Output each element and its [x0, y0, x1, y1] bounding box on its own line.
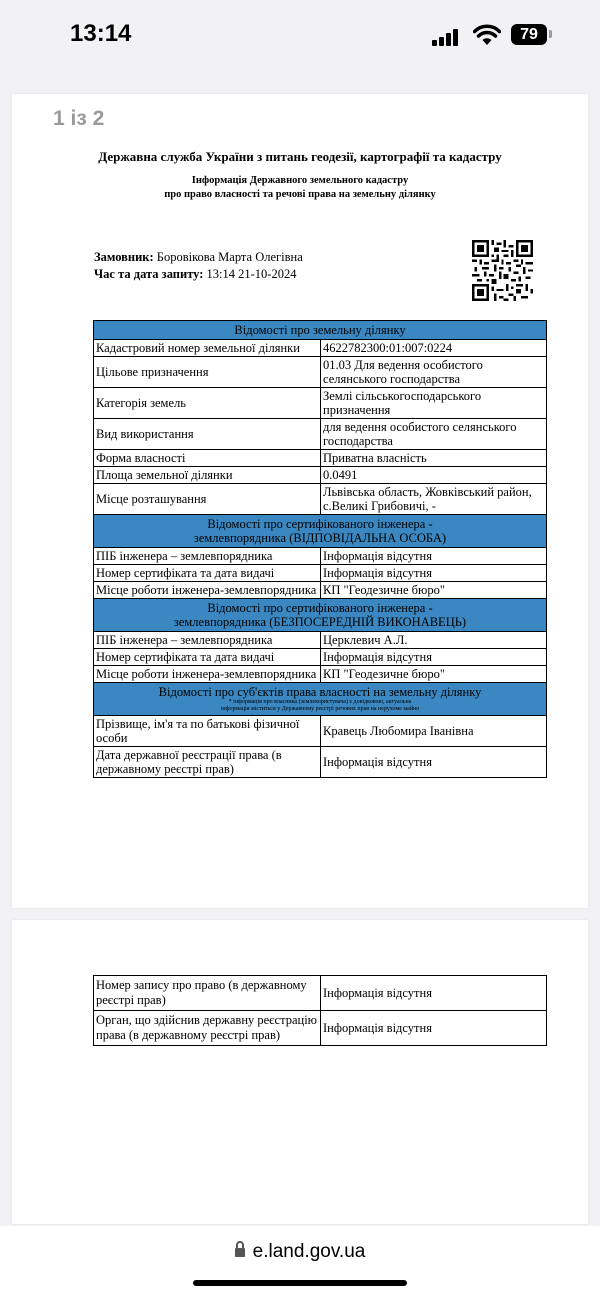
row-key: Прізвище, ім'я та по батькові фізичної особи — [94, 716, 321, 747]
row-key: Дата державної реєстрації права (в державному реєстрі прав) — [94, 747, 321, 778]
row-key: Категорія земель — [94, 388, 321, 419]
qr-code-icon — [472, 240, 533, 301]
owners-note-1: * інформація про власника (землекористувача) є довідковою, актуальна — [228, 699, 412, 705]
row-value: 0.0491 — [321, 467, 547, 484]
cadastre-info-table-continued — [93, 975, 547, 1046]
url-text: e.land.gov.ua — [252, 1241, 366, 1262]
table-row — [94, 467, 547, 484]
table-row — [94, 582, 547, 599]
owners-note-2: інформація міститься у Державному реєстрі речових прав на нерухоме майно — [220, 706, 420, 712]
header-line-1: Відомості про сертифікованого інженера - — [207, 601, 433, 615]
engineer-responsible-header — [94, 515, 547, 548]
cellular-signal-icon — [432, 28, 464, 46]
table-row — [94, 419, 547, 450]
row-value: 01.03 Для ведення особистого селянського господарства — [321, 357, 547, 388]
row-value: Інформація відсутня — [321, 1011, 547, 1046]
browser-address-bar[interactable] — [0, 1226, 600, 1298]
table-row — [94, 976, 547, 1011]
row-key: Площа земельної ділянки — [94, 467, 321, 484]
cadastre-info-table — [93, 320, 547, 778]
url-display[interactable] — [0, 1241, 600, 1263]
header-line-2: землевпорядника (ВІДПОВІДАЛЬНА ОСОБА) — [193, 531, 447, 545]
table-row — [94, 1011, 547, 1046]
table-row — [94, 666, 547, 683]
table-row — [94, 747, 547, 778]
row-key: Орган, що здійснив державну реєстрацію права (в державному реєстрі прав) — [94, 1011, 321, 1046]
table-row — [94, 388, 547, 419]
subtitle-line-2: про право власності та речові права на земельну ділянку — [164, 189, 436, 200]
document-title: Державна служба України з питань геодезії, картографії та кадастру — [98, 149, 502, 164]
table-row — [94, 716, 547, 747]
header-line-2: землевпорядника (БЕЗПОСЕРЕДНІЙ ВИКОНАВЕЦЬ) — [173, 615, 467, 629]
status-time: 13:14 — [70, 20, 132, 47]
request-time-value: 13:14 21-10-2024 — [206, 267, 297, 281]
row-value: Приватна власність — [321, 450, 547, 467]
row-value: Кравець Любомира Іванівна — [321, 716, 547, 747]
table-row — [94, 357, 547, 388]
row-key: Форма власності — [94, 450, 321, 467]
row-value: Церклевич А.Л. — [321, 632, 547, 649]
row-value: Землі сільськогосподарського призначення — [321, 388, 547, 419]
table-row — [94, 548, 547, 565]
row-value: для ведення особистого селянського господарства — [321, 419, 547, 450]
row-value: КП "Геодезичне бюро" — [321, 666, 547, 683]
pdf-page-1[interactable] — [12, 94, 588, 908]
page-indicator: 1 із 2 — [53, 107, 105, 130]
row-key: Номер сертифіката та дата видачі — [94, 649, 321, 666]
row-value: 4622782300:01:007:0224 — [321, 340, 547, 357]
battery-tip — [549, 30, 552, 38]
table-row — [94, 632, 547, 649]
battery-icon: 79 — [511, 24, 547, 45]
home-indicator[interactable] — [193, 1280, 407, 1286]
row-key: Вид використання — [94, 419, 321, 450]
row-value: Інформація відсутня — [321, 548, 547, 565]
row-value: КП "Геодезичне бюро" — [321, 582, 547, 599]
row-value: Інформація відсутня — [321, 976, 547, 1011]
table-row — [94, 484, 547, 515]
pdf-page-2[interactable] — [12, 920, 588, 1224]
row-value: Інформація відсутня — [321, 565, 547, 582]
row-key: Номер запису про право (в державному реєстрі прав) — [94, 976, 321, 1011]
table-row — [94, 340, 547, 357]
row-key: Місце роботи інженера-землевпорядника — [94, 582, 321, 599]
row-key: Місце роботи інженера-землевпорядника — [94, 666, 321, 683]
row-value: Інформація відсутня — [321, 649, 547, 666]
row-key: Місце розташування — [94, 484, 321, 515]
lock-icon — [235, 1248, 245, 1257]
row-value: Львівська область, Жовківський район, с.Великі Грибовичі, - — [321, 484, 547, 515]
subtitle-line-1: Інформація Державного земельного кадастру — [191, 175, 409, 186]
row-value: Інформація відсутня — [321, 747, 547, 778]
land-section-header: Відомості про земельну ділянку — [94, 321, 547, 340]
row-key: ПІБ інженера – землевпорядника — [94, 632, 321, 649]
table-row — [94, 565, 547, 582]
row-key: Номер сертифіката та дата видачі — [94, 565, 321, 582]
request-time-label: Час та дата запиту: — [94, 267, 204, 281]
requester-block — [94, 249, 303, 283]
wifi-icon — [473, 24, 501, 46]
customer-label: Замовник: — [94, 250, 154, 264]
engineer-executor-header — [94, 599, 547, 632]
table-row — [94, 450, 547, 467]
row-key: Кадастровий номер земельної ділянки — [94, 340, 321, 357]
document-subtitle — [12, 174, 588, 202]
header-line-1: Відомості про суб'єктів права власності на земельну ділянку — [158, 685, 482, 699]
row-key: ПІБ інженера – землевпорядника — [94, 548, 321, 565]
header-line-1: Відомості про сертифікованого інженера - — [207, 517, 433, 531]
row-key: Цільове призначення — [94, 357, 321, 388]
table-row — [94, 649, 547, 666]
owners-header — [94, 683, 547, 716]
status-bar — [0, 0, 600, 66]
customer-value: Боровікова Марта Олегівна — [156, 250, 303, 264]
